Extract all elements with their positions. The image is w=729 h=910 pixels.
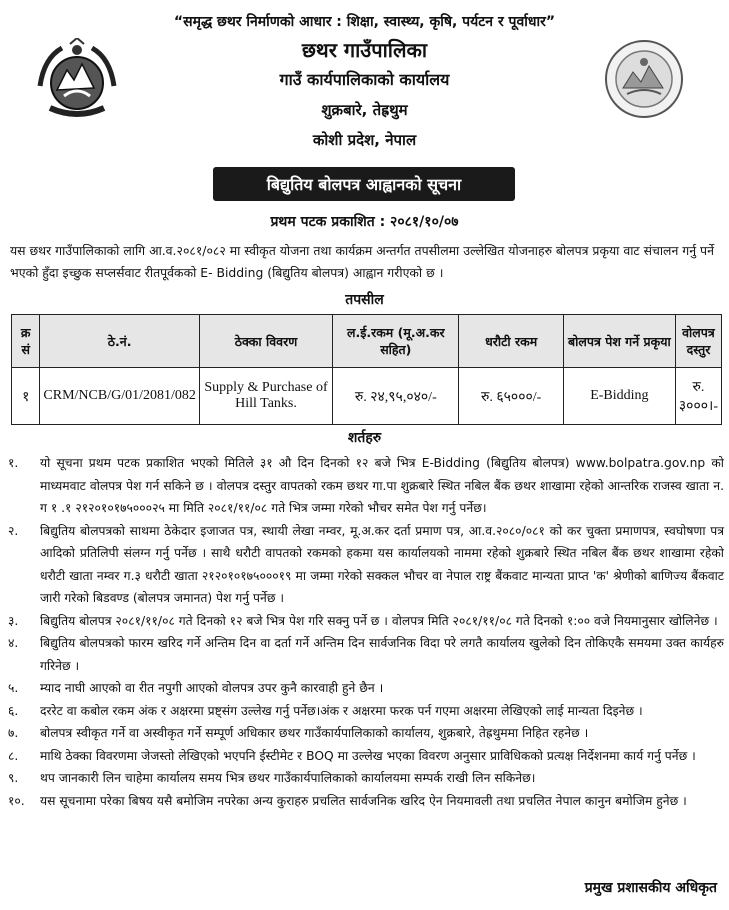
term-text: बिद्युतिय बोलपत्रको फारम खरिद गर्ने अन्तिम दिन वा दर्ता गर्ने अन्तिम दिन सार्वजनिक विदा परे लगतै कार्यालय खुलेको दिन तोकिएकै समयमा उक्त कार्यहरु गरिनेछ । xyxy=(40,636,724,673)
list-item xyxy=(8,520,724,610)
motto: “समृद्ध छथर निर्माणको आधार : शिक्षा, स्वास्थ्य, कृषि, पर्यटन र पूर्वाधार” xyxy=(173,14,556,30)
term-text: बिद्युतिय बोलपत्रको साथमा ठेकेदार इजाजत पत्र, स्थायी लेखा नम्वर, मू.अ.कर दर्ता प्रमाण पत्र, आ.व.२०८०/०८१ को कर चुक्ता प्रमाणपत्र, स्वघोषणा पत्र आदिको प्रतिलिपी संलग्न गर्नु पर्नेछ । साथै धरौटी वापतको रकमको हकमा यस कार्यालयको नाममा रहेको शुक्रबारे स्थित नबिल बैंक छथर शाखामा रहेको धरौटी खाता नम्वर ग.३ धरौटी खाता २१२०१०१७५०००१९ मा जम्मा गरेको सक्कल भौचर वा नेपाल राष्ट्र बैंकवाट मान्यता प्राप्त 'क' श्रेणीको बाणिज्य बैंकवाट जारी गरेको बिडवण्ड (बोलपत्र जमानत) पेश गर्नु पर्नेछ । xyxy=(40,523,724,605)
office-name: गाउँ कार्यपालिकाको कार्यालय xyxy=(279,70,450,89)
term-text: दररेट वा कबोल रकम अंक र अक्षरमा प्रष्ट्संग उल्लेख गर्नु पर्नेछ।अंक र अक्षरमा फरक पर्न गएमा अक्षरमा लेखिएको लाई मान्यता दिइनेछ । xyxy=(40,703,643,718)
list-item xyxy=(8,632,724,677)
cell-cost-estimate: रु. २४,९५,०४०/- xyxy=(333,368,459,425)
cell-deposit: रु. ६५०००/- xyxy=(459,368,563,425)
table-header-row xyxy=(12,315,722,368)
cell-contract-no: CRM/NCB/G/01/2081/082 xyxy=(40,368,199,425)
term-number: १०. xyxy=(8,793,25,808)
notice-title xyxy=(213,167,515,201)
municipality-name: छथर गाउँपालिका xyxy=(301,38,428,62)
term-text: बोलपत्र स्वीकृत गर्ने वा अस्वीकृत गर्ने सम्पूर्ण अधिकार छथर गाउँकार्यपालिकाको कार्यालय, शुक्रबारे, तेह्रथुममा निहित रहनेछ । xyxy=(40,726,589,740)
col-header-description: ठेक्का विवरण xyxy=(199,315,332,368)
publication-date: प्रथम पटक प्रकाशित : २०८१/१०/०७ xyxy=(270,214,459,230)
term-number: ८. xyxy=(8,748,19,763)
list-item xyxy=(8,700,724,723)
col-header-cost-estimate: ल.ई.रकम (मू.अ.कर सहित) xyxy=(333,315,459,368)
term-number: ५. xyxy=(8,681,19,695)
province-country: कोशी प्रदेश, नेपाल xyxy=(312,131,417,149)
list-item xyxy=(8,722,724,745)
cell-description: Supply & Purchase of Hill Tanks. xyxy=(199,368,332,425)
cell-sn: १ xyxy=(12,368,40,425)
term-number: ७. xyxy=(8,726,19,740)
term-number: ९. xyxy=(8,771,19,785)
list-item xyxy=(8,790,724,813)
term-number: ६. xyxy=(8,703,19,718)
term-text: माथि ठेक्का विवरणमा जेजस्तो लेखिएको भएपनि ईस्टीमेट र BOQ मा उल्लेख भएका विवरण अनुसार प्राविधिकको प्रत्यक्ष निर्देशनमा कार्य गर्नु पर्नेछ । xyxy=(40,748,696,763)
list-item xyxy=(8,610,724,633)
term-number: ३. xyxy=(8,613,19,628)
term-text: यो सूचना प्रथम पटक प्रकाशित भएको मितिले ३१ औ दिन दिनको १२ बजे भित्र E-Bidding (बिद्युतिय बोलपत्र) www.bolpatra.gov.np को माध्यमवाट वोलपत्र पेश गर्न सकिने छ । वोलपत्र दस्तुर वापतको रकम छथर गा.पा शुक्रबारे स्थित नबिल बैंक छथर शाखामा रहेको आन्तरिक राजस्व खाता न. ग १ .१ २१२०१०१७५०००२५ मा मिति २०८१/११/०८ गते भित्र जम्मा गरेको भौचर समेत पेश गर्नु पर्नेछ। xyxy=(40,456,724,515)
list-item xyxy=(8,767,724,790)
col-header-sn: क्र सं xyxy=(12,315,40,368)
col-header-deposit: धरौटी रकम xyxy=(459,315,563,368)
terms-list xyxy=(8,452,724,812)
tender-table xyxy=(11,314,722,425)
cell-fee: रु. ३०००।- xyxy=(675,368,721,425)
signatory-title: प्रमुख प्रशासकीय अधिकृत xyxy=(584,880,717,896)
notice-title-text: बिद्युतिय बोलपत्र आह्वानको सूचना xyxy=(266,175,462,194)
table-row xyxy=(12,368,722,425)
term-text: बिद्युतिय बोलपत्र २०८१/११/०८ गते दिनको १२ बजे भित्र पेश गरि सक्नु पर्ने छ । वोलपत्र मिति २०८१/११/०८ गते दिनको १:०० वजे नियमानुसार खोलिनेछ । xyxy=(40,613,718,628)
term-number: २. xyxy=(8,523,19,538)
term-number: १. xyxy=(8,456,19,470)
col-header-fee: वोलपत्र दस्तुर xyxy=(675,315,721,368)
term-text: यस सूचनामा परेका बिषय यसै बमोजिम नपरेका अन्य कुराहरु प्रचलित सार्वजनिक खरिद ऐन नियमावली तथा प्रचलित नेपाल कानुन बमोजिम हुनेछ । xyxy=(40,793,687,808)
terms-heading: शर्तहरु xyxy=(347,430,382,446)
list-item xyxy=(8,452,724,520)
office-location: शुक्रबारे, तेह्रथुम xyxy=(321,101,408,119)
intro-paragraph: यस छथर गाउँपालिकाको लागि आ.व.२०८१/०८२ मा स्वीकृत योजना तथा कार्यक्रम अन्तर्गत तपसीलमा उल्लेखित योजनाहरु बोलपत्र प्रकृया वाट संचालन गर्नु पर्ने भएको हुँदा इच्छुक सप्लर्सवाट रीतपूर्वकको E- Bidding (बिद्युतिय बोलपत्र) आह्वान गरीएको छ । xyxy=(10,243,714,280)
term-number: ४. xyxy=(8,636,19,650)
term-text: म्याद नाघी आएको वा रीत नपुगी आएको वोलपत्र उपर कुनै कारवाही हुने छैन । xyxy=(40,681,384,695)
col-header-process: बोलपत्र पेश गर्ने प्रकृया xyxy=(563,315,675,368)
list-item xyxy=(8,677,724,700)
col-header-contract-no: ठे.नं. xyxy=(40,315,199,368)
cell-process: E-Bidding xyxy=(563,368,675,425)
list-item xyxy=(8,745,724,768)
term-text: थप जानकारी लिन चाहेमा कार्यालय समय भित्र छथर गाउँकार्यपालिकाको कार्यालयमा सम्पर्क राखी लिन सकिनेछ। xyxy=(40,771,536,785)
details-heading: तपसील xyxy=(345,292,384,308)
